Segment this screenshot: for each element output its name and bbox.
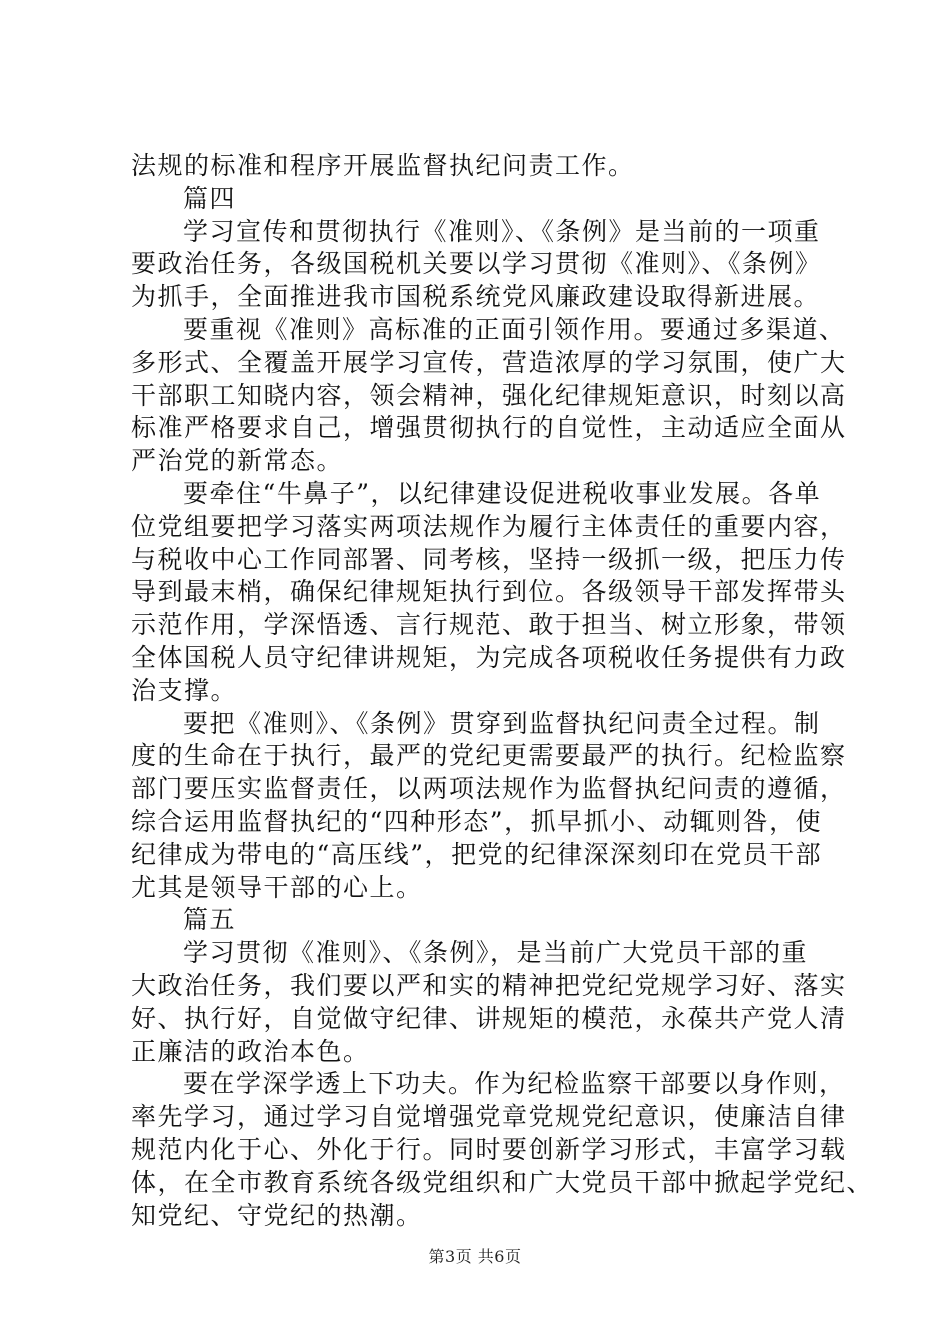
text-line: 部门要压实监督责任，以两项法规作为监督执纪问责的遵循， bbox=[131, 774, 847, 804]
section-heading: 篇四 bbox=[183, 183, 237, 213]
page-footer: 第3页 共6页 bbox=[428, 1247, 522, 1266]
text-line: 与税收中心工作同部署、同考核，坚持一级抓一级，把压力传 bbox=[131, 544, 847, 574]
text-line: 正廉洁的政治本色。 bbox=[131, 1036, 370, 1066]
text-line: 要政治任务，各级国税机关要以学习贯彻《准则》、《条例》 bbox=[131, 249, 822, 279]
text-line: 导到最末梢，确保纪律规矩执行到位。各级领导干部发挥带头 bbox=[131, 577, 847, 607]
text-line: 法规的标准和程序开展监督执纪问责工作。 bbox=[131, 151, 635, 180]
text-line: 干部职工知晓内容，领会精神，强化纪律规矩意识，时刻以高 bbox=[131, 380, 847, 410]
text-line: 大政治任务，我们要以严和实的精神把党纪党规学习好、落实 bbox=[131, 970, 847, 1000]
text-line: 率先学习，通过学习自觉增强党章党规党纪意识，使廉洁自律 bbox=[131, 1102, 847, 1132]
text-line: 位党组要把学习落实两项法规作为履行主体责任的重要内容， bbox=[131, 511, 847, 541]
text-line: 严治党的新常态。 bbox=[131, 446, 344, 476]
text-line: 学习宣传和贯彻执行《准则》、《条例》是当前的一项重 bbox=[183, 216, 821, 246]
text-line: 要在学深学透上下功夫。作为纪检监察干部要以身作则， bbox=[183, 1069, 846, 1099]
text-line: 知党纪、守党纪的热潮。 bbox=[131, 1200, 423, 1230]
text-line: 标准严格要求自己，增强贯彻执行的自觉性，主动适应全面从 bbox=[131, 413, 847, 443]
text-line: 体，在全市教育系统各级党组织和广大党员干部中掀起学党纪、 bbox=[131, 1167, 874, 1197]
text-line: 好、执行好，自觉做守纪律、讲规矩的模范，永葆共产党人清 bbox=[131, 1003, 847, 1033]
text-line: 纪律成为带电的“高压线”，把党的纪律深深刻印在党员干部 bbox=[131, 839, 823, 869]
text-line: 尤其是领导干部的心上。 bbox=[131, 872, 423, 902]
text-line: 规范内化于心、外化于行。同时要创新学习形式，丰富学习载 bbox=[131, 1134, 847, 1164]
text-line: 全体国税人员守纪律讲规矩，为完成各项税收任务提供有力政 bbox=[131, 642, 847, 672]
text-line: 要重视《准则》高标准的正面引领作用。要通过多渠道、 bbox=[183, 314, 846, 344]
text-line: 治支撑。 bbox=[131, 675, 238, 705]
text-line: 度的生命在于执行，最严的党纪更需要最严的执行。纪检监察 bbox=[131, 741, 847, 771]
text-line: 为抓手，全面推进我市国税系统党风廉政建设取得新进展。 bbox=[131, 282, 821, 312]
text-line: 多形式、全覆盖开展学习宣传，营造浓厚的学习氛围，使广大 bbox=[131, 347, 847, 377]
document-body bbox=[131, 150, 874, 1232]
text-line: 示范作用，学深悟透、言行规范、敢于担当、树立形象，带领 bbox=[131, 610, 847, 640]
text-line: 学习贯彻《准则》、《条例》，是当前广大党员干部的重 bbox=[183, 938, 809, 968]
text-line: 要把《准则》、《条例》贯穿到监督执纪问责全过程。制 bbox=[183, 708, 821, 738]
text-line: 要牵住“牛鼻子”，以纪律建设促进税收事业发展。各单 bbox=[183, 478, 822, 508]
section-heading: 篇五 bbox=[183, 905, 237, 935]
text-line: 综合运用监督执纪的“四种形态”，抓早抓小、动辄则咎，使 bbox=[131, 806, 823, 836]
